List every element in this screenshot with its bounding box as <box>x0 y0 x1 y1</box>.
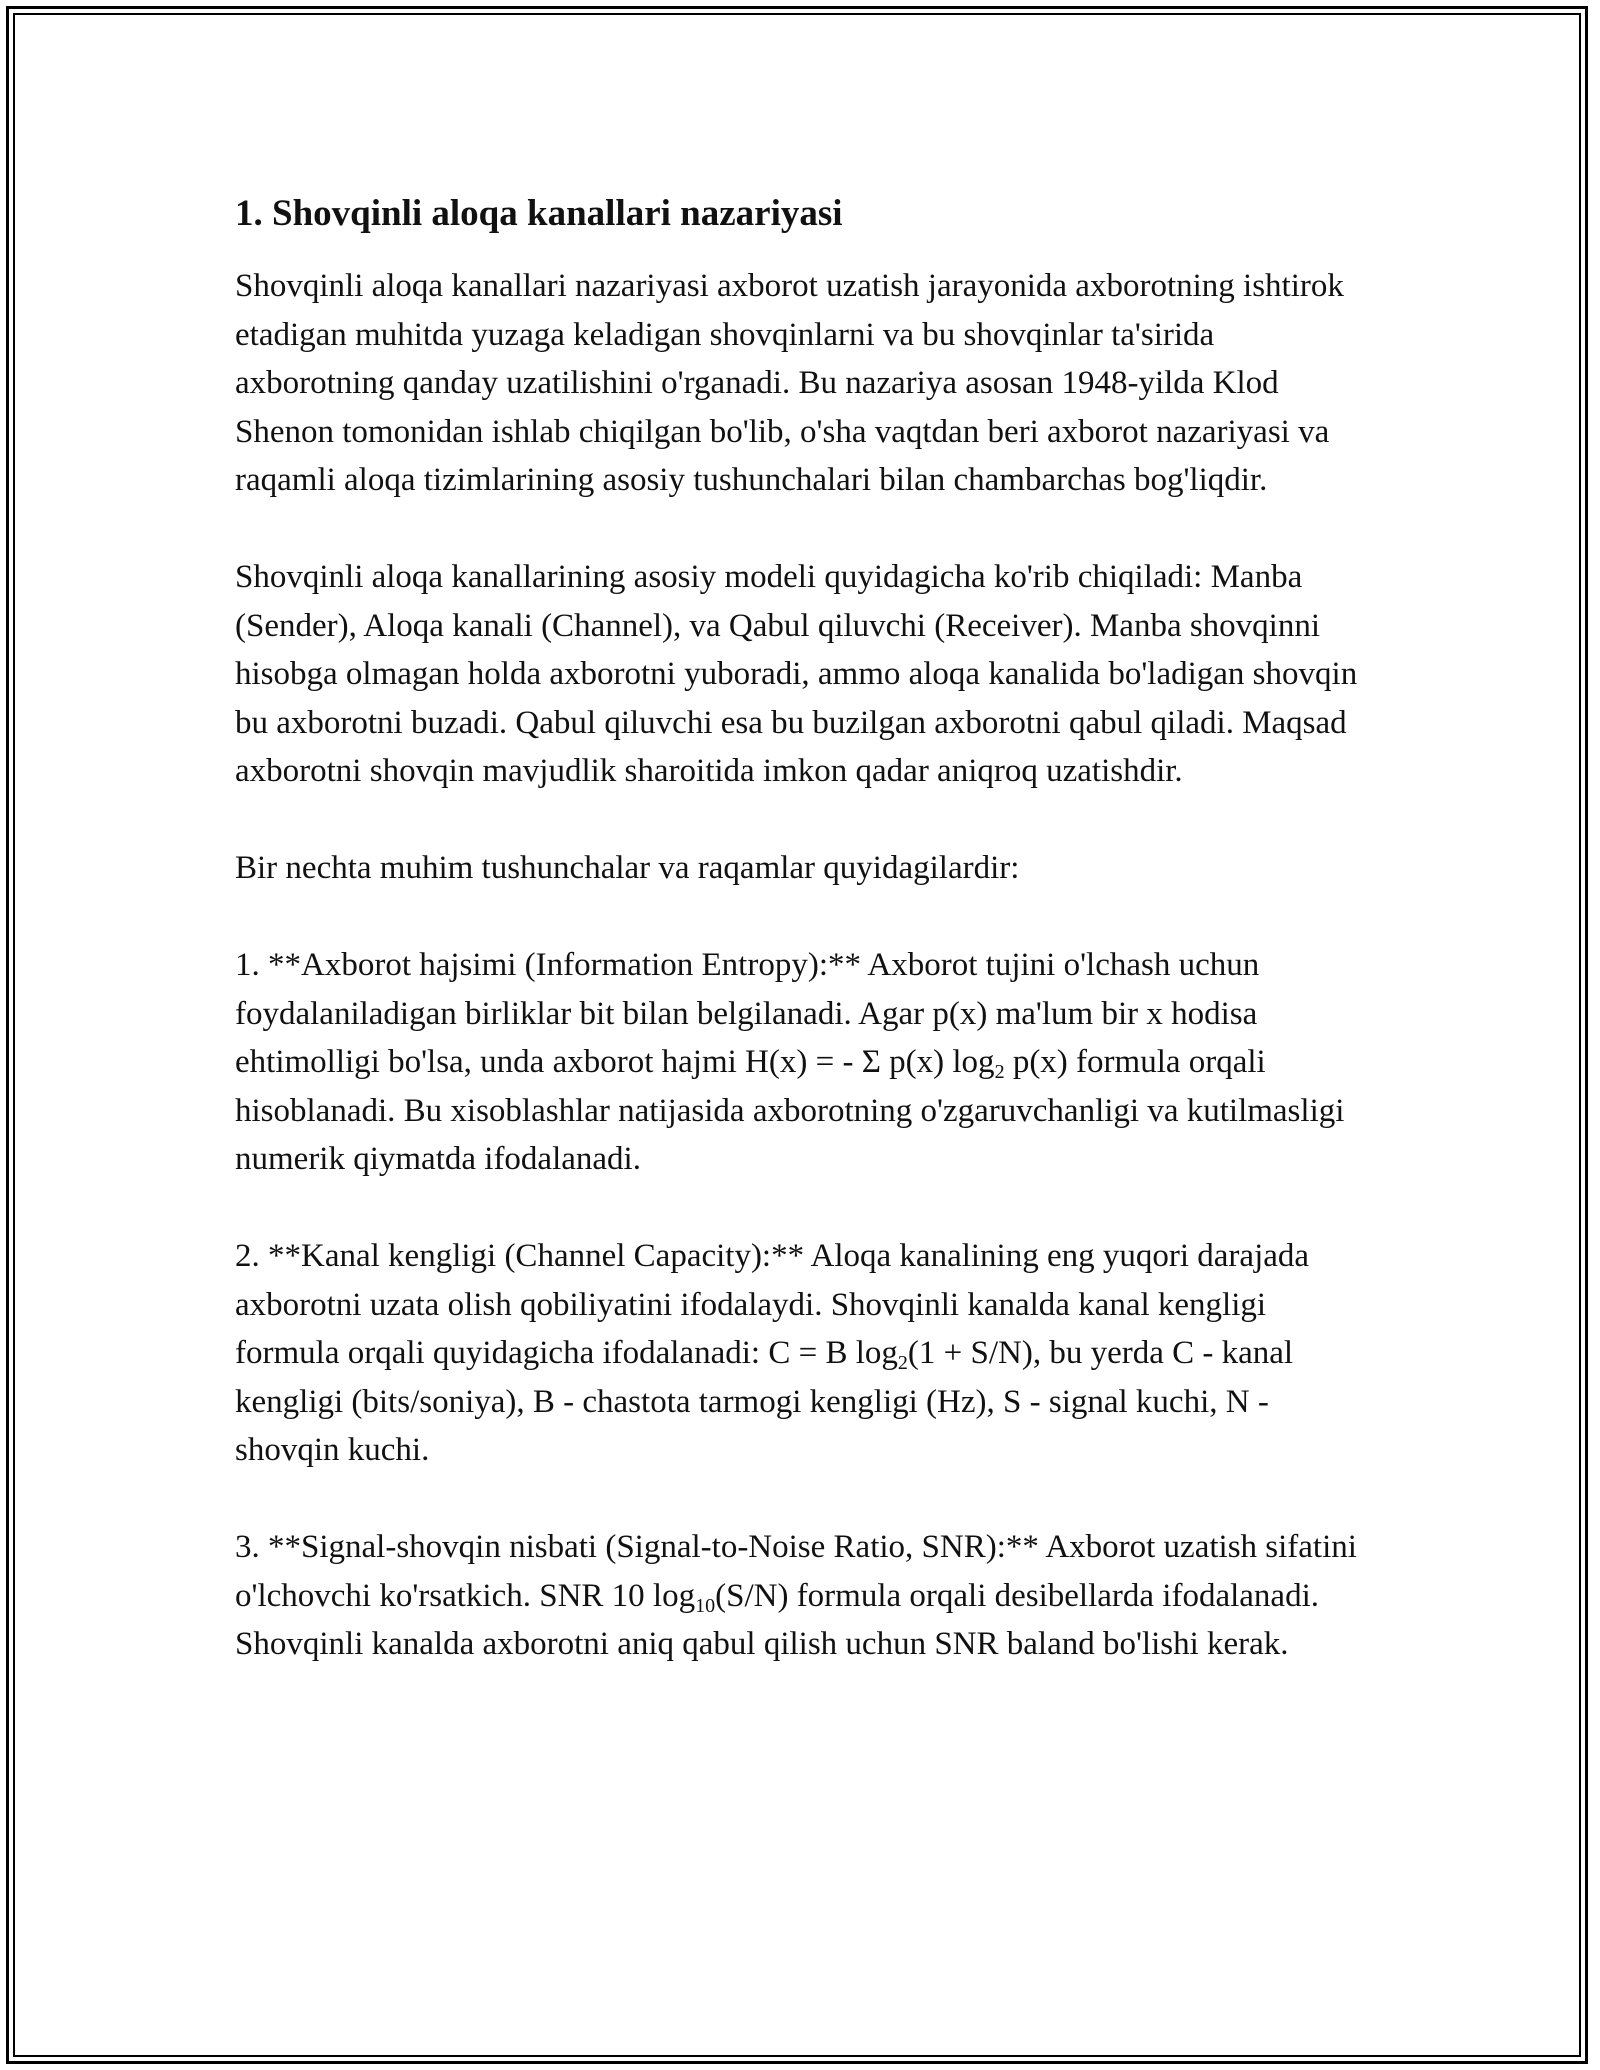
snr-text-end: (S/N) formula orqali desibellarda ifodalanadi. Shovqinli kanalda axborotni aniq qabul qilish uchun SNR baland bo'lishi kerak. <box>235 1577 1319 1662</box>
list-item-entropy <box>235 941 1375 1184</box>
capacity-text: 2. **Kanal kengligi (Channel Capacity):** Aloqa kanalining eng yuqori darajada axborotni uzata olish qobiliyatini ifodalaydi. Shovqinli kanalda kanal kengligi formula orqali quyidagicha ifodalanadi: C = B log <box>235 1238 1310 1371</box>
list-item-capacity <box>235 1232 1375 1475</box>
list-item-snr <box>235 1523 1375 1669</box>
paragraph-model: Shovqinli aloqa kanallarining asosiy modeli quyidagicha ko'rib chiqiladi: Manba (Sender), Aloqa kanali (Channel), va Qabul qiluvchi (Receiver). Manba shovqinni hisobga olmagan holda axborotni yuboradi, ammo aloqa kanalida bo'ladigan shovqin bu axborotni buzadi. Qabul qiluvchi esa bu buzilgan axborotni qabul qiladi. Maqsad axborotni shovqin mavjudlik sharoitida imkon qadar aniqroq uzatishdir. <box>235 559 1358 789</box>
snr-log-base: 10 <box>695 1594 716 1617</box>
entropy-text-end: p(x) formula orqali hisoblanadi. Bu xisoblashlar natijasida axborotning o'zgaruvchanligi va kutilmasligi numerik qiymatda ifodalanadi. <box>235 1044 1345 1177</box>
entropy-text: 1. **Axborot hajsimi (Information Entropy):** Axborot tujini o'lchash uchun foydalaniladigan birliklar bit bilan belgilanadi. Agar p(x) ma'lum bir x hodisa ehtimolligi bo'lsa, unda axborot hajmi H(x) = - Σ p(x) log <box>235 947 1260 1080</box>
paragraph-concepts-intro: Bir nechta muhim tushunchalar va raqamlar quyidagilardir: <box>235 850 1020 886</box>
capacity-log-base: 2 <box>897 1352 908 1374</box>
snr-text: 3. **Signal-shovqin nisbati (Signal-to-Noise Ratio, SNR):** Axborot uzatish sifatini o'lchovchi ko'rsatkich. SNR 10 log <box>235 1529 1357 1614</box>
section-heading: 1. Shovqinli aloqa kanallari nazariyasi <box>235 193 843 234</box>
paragraph-intro: Shovqinli aloqa kanallari nazariyasi axborot uzatish jarayonida axborotning ishtirok etadigan muhitda yuzaga keladigan shovqinlarni va bu shovqinlar ta'sirida axborotning qanday uzatilishini o'rganadi. Bu nazariya asosan 1948-yilda Klod Shenon tomonidan ishlab chiqilgan bo'lib, o'sha vaqtdan beri axborot nazariyasi va raqamli aloqa tizimlarining asosiy tushunchalari bilan chambarchas bog'liqdir. <box>235 268 1344 498</box>
document-body <box>235 188 1375 1717</box>
entropy-log-base: 2 <box>994 1061 1005 1083</box>
capacity-text-end: (1 + S/N), bu yerda C - kanal kengligi (bits/soniya), B - chastota tarmogi kengligi (Hz), S - signal kuchi, N - shovqin kuchi. <box>235 1335 1294 1468</box>
